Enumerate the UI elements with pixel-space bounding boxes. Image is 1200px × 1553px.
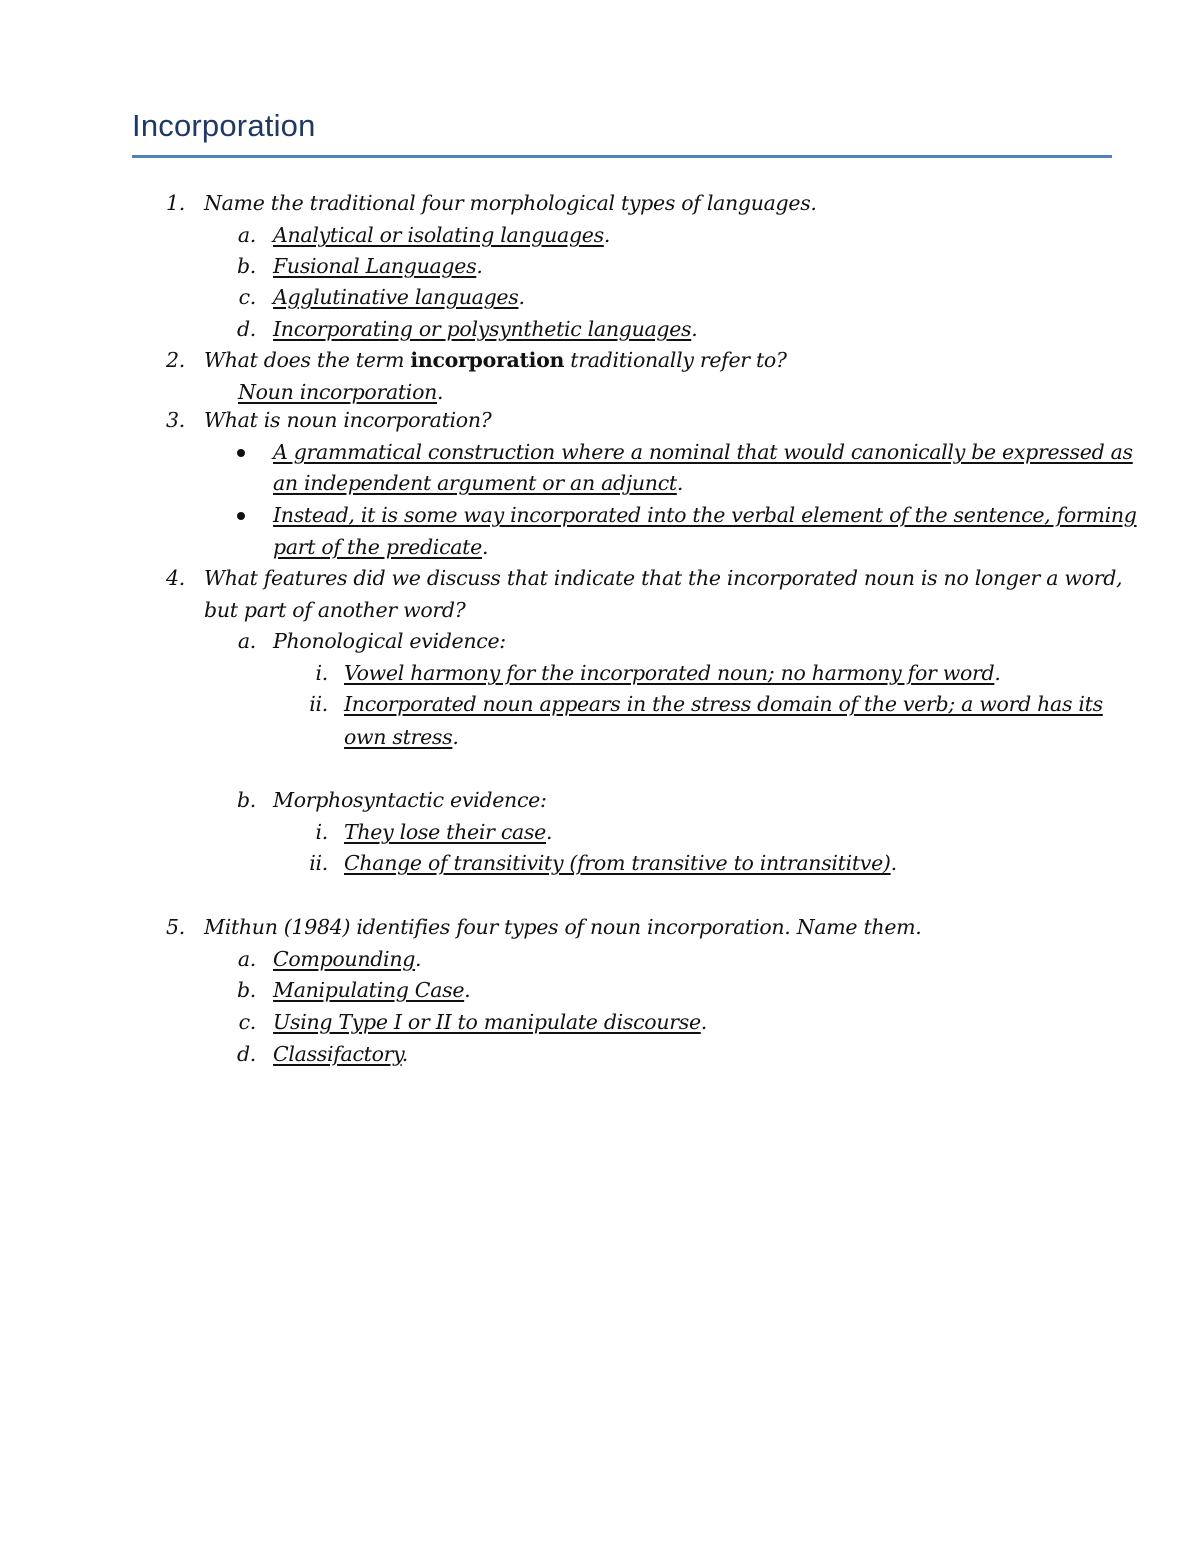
- question-text: What features did we discuss that indicate that the incorporated noun is no longer a word,: [204, 566, 1123, 590]
- roman-label: ii.: [309, 692, 328, 716]
- answer-item: Vowel harmony for the incorporated noun; no harmony for word.: [344, 661, 1001, 685]
- answer-item-continued: an independent argument or an adjunct.: [273, 471, 684, 495]
- answer-label: c.: [238, 285, 256, 309]
- answer-item-continued: own stress.: [344, 725, 459, 749]
- question-text: Name the traditional four morphological types of languages.: [204, 191, 817, 215]
- question-number: 2.: [166, 348, 185, 372]
- answer-item: Incorporated noun appears in the stress domain of the verb; a word has its: [344, 692, 1103, 716]
- answer-item: Using Type I or II to manipulate discourse.: [273, 1010, 708, 1034]
- roman-label: i.: [315, 661, 328, 685]
- answer-label: a.: [237, 947, 256, 971]
- answer-item: Change of transitivity (from transitive to intransititve).: [344, 851, 897, 875]
- answer-item: Manipulating Case.: [273, 978, 471, 1002]
- bullet-icon: [237, 512, 245, 520]
- question-number: 3.: [166, 408, 185, 432]
- question-text: What does the term incorporation traditionally refer to?: [204, 348, 787, 372]
- answer-item: Noun incorporation.: [238, 380, 444, 404]
- sub-label: b.: [236, 788, 256, 812]
- question-text-continued: but part of another word?: [204, 598, 466, 622]
- title-underline: [132, 155, 1112, 158]
- bullet-icon: [237, 449, 245, 457]
- answer-item-continued: part of the predicate.: [273, 535, 489, 559]
- answer-item: Agglutinative languages.: [273, 285, 525, 309]
- answer-label: b.: [236, 254, 256, 278]
- question-text: What is noun incorporation?: [204, 408, 492, 432]
- question-number: 5.: [166, 915, 185, 939]
- roman-label: i.: [315, 820, 328, 844]
- answer-label: d.: [236, 1042, 256, 1066]
- roman-label: ii.: [309, 851, 328, 875]
- answer-label: a.: [237, 223, 256, 247]
- answer-label: b.: [236, 978, 256, 1002]
- sub-label: a.: [237, 629, 256, 653]
- bold-term: incorporation: [410, 348, 565, 372]
- answer-item: A grammatical construction where a nominal that would canonically be expressed as: [273, 440, 1133, 464]
- answer-item: Fusional Languages.: [273, 254, 483, 278]
- answer-item: Analytical or isolating languages.: [273, 223, 611, 247]
- question-number: 4.: [166, 566, 185, 590]
- sub-heading: Morphosyntactic evidence:: [273, 788, 547, 812]
- page-title: Incorporation: [132, 108, 316, 143]
- sub-heading: Phonological evidence:: [273, 629, 506, 653]
- answer-item: They lose their case.: [344, 820, 553, 844]
- answer-label: c.: [238, 1010, 256, 1034]
- answer-item: Instead, it is some way incorporated into the verbal element of the sentence, forming: [273, 503, 1137, 527]
- answer-item: Classifactory.: [273, 1042, 408, 1066]
- question-number: 1.: [166, 191, 185, 215]
- question-text: Mithun (1984) identifies four types of noun incorporation. Name them.: [204, 915, 922, 939]
- answer-label: d.: [236, 317, 256, 341]
- answer-item: Incorporating or polysynthetic languages.: [273, 317, 698, 341]
- answer-item: Compounding.: [273, 947, 422, 971]
